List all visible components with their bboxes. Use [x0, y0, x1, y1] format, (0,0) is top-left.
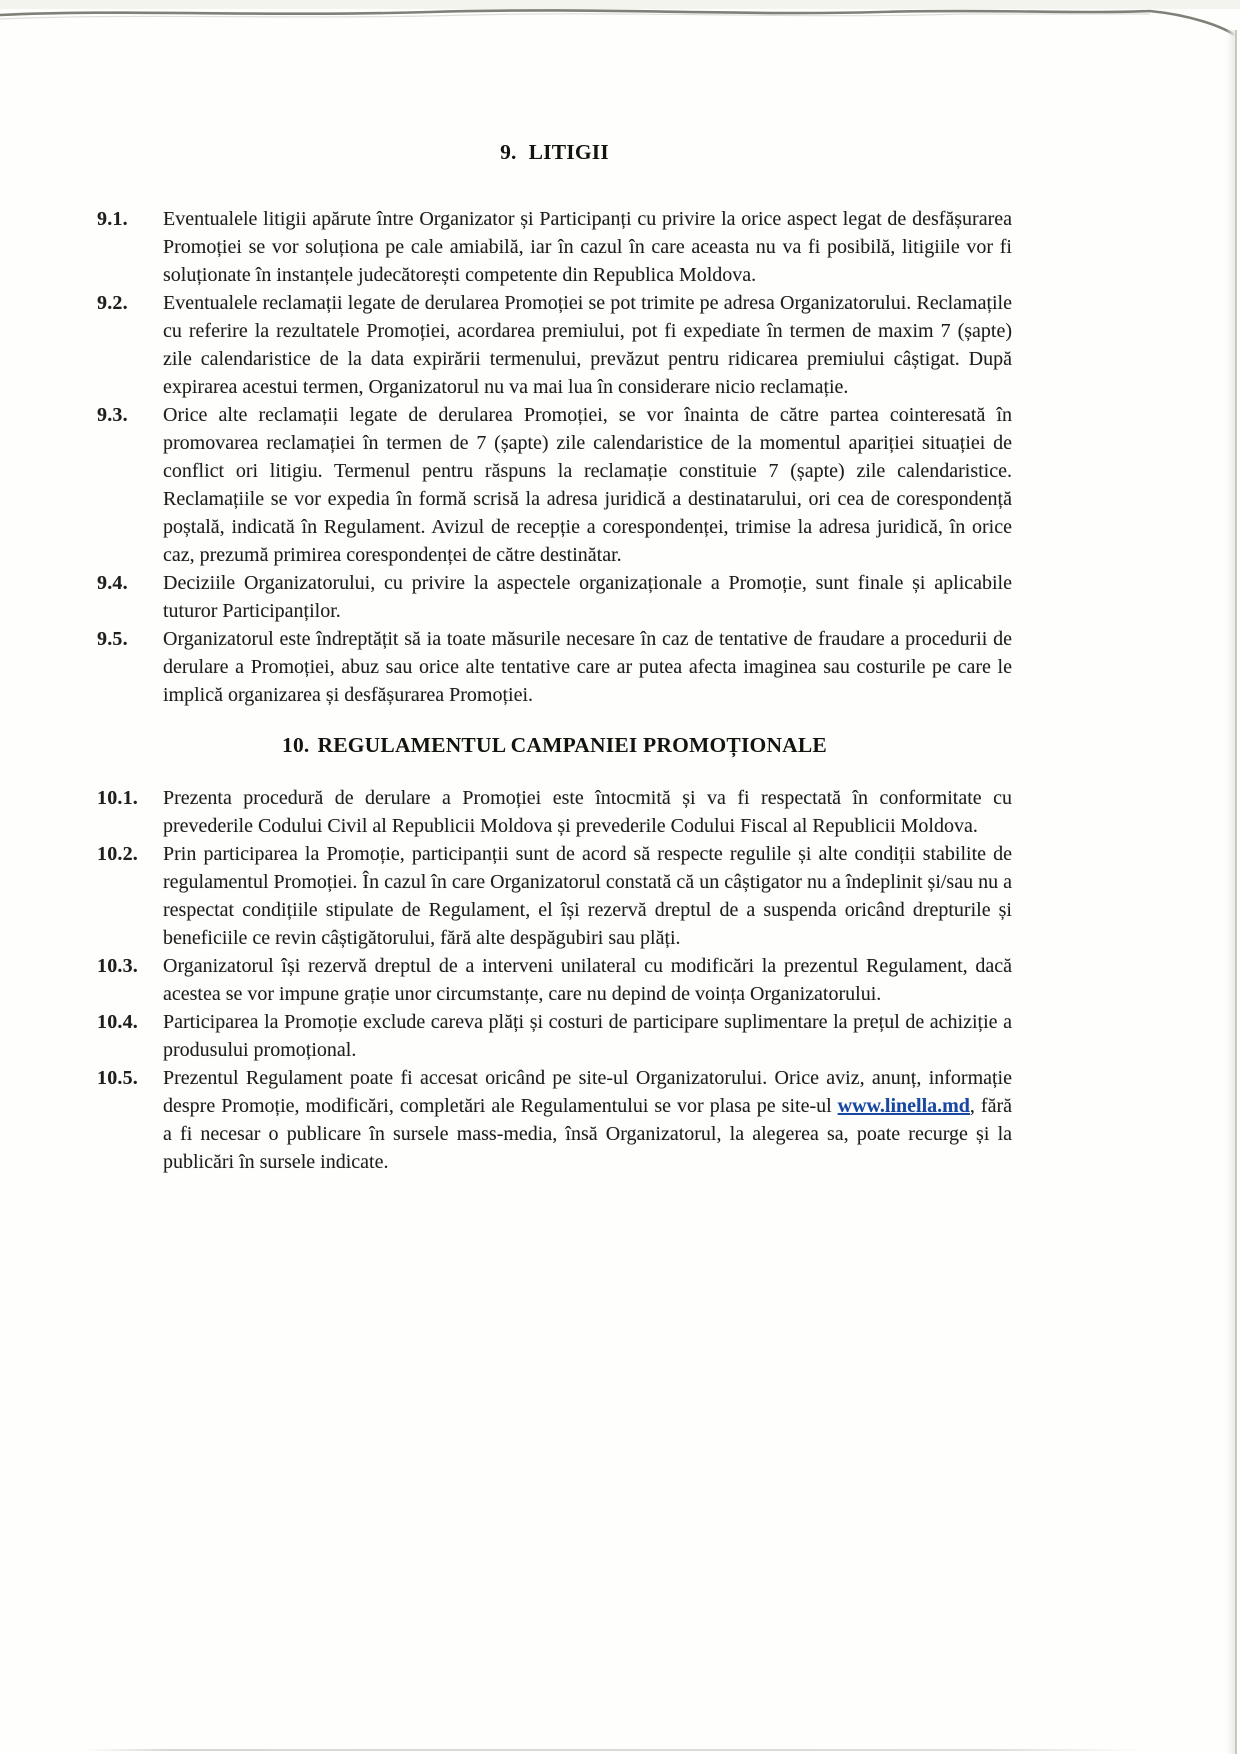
section-9-number: 9. — [500, 140, 517, 164]
list-item-9-3 — [97, 401, 1012, 569]
item-text: Prin participarea la Promoție, participanții sunt de acord să respecte regulile și alte condiții stabilite de regulamentul Promoției. În cazul în care Organizatorul constată că un câștigator nu a îndeplinit și/sau nu a respectat condițiile stipulate de Regulament, el își rezervă dreptul de a suspenda oricând drepturile și beneficiile ce revin câștigătorului, fără alte despăgubiri sau plăți. — [163, 843, 1012, 949]
item-text-before-link: Prezentul Regulament poate fi accesat oricând pe site-ul Organizatorului. Orice aviz, anunț, informație despre Promoție, modificări, completări ale Regulamentului se vor plasa pe site-ul — [163, 1067, 1012, 1117]
scan-artifact-right-line — [1235, 30, 1237, 1754]
item-text: Prezenta procedură de derulare a Promoției este întocmită și va fi respectată în conformitate cu prevederile Codului Civil al Republicii Moldova și prevederile Codului Fiscal al Republicii Moldova. — [163, 787, 1012, 837]
scan-artifact-right-halo — [1226, 30, 1235, 1754]
list-item-10-2 — [97, 840, 1012, 952]
list-item-9-1 — [97, 205, 1012, 289]
item-number: 10.4. — [97, 1011, 138, 1033]
item-number: 10.3. — [97, 955, 138, 977]
section-10-heading — [97, 733, 1012, 758]
scan-artifact-top — [0, 0, 1240, 44]
document-content — [97, 140, 1012, 1176]
list-item-10-1 — [97, 784, 1012, 840]
item-text-after-link: , fără a fi necesar o publicare în sursele mass-media, însă Organizatorul, la alegerea sa, poate recurge și la publicări în sursele indicate. — [163, 1095, 1012, 1173]
item-number: 9.5. — [97, 628, 128, 650]
list-item-9-5 — [97, 625, 1012, 709]
item-text: Organizatorul își rezervă dreptul de a interveni unilateral cu modificări la prezentul Regulament, dacă acestea se vor impune grație unor circumstanțe, care nu depind de voința Organizatorului. — [163, 955, 1012, 1005]
item-number: 10.2. — [97, 843, 138, 865]
section-9-items — [97, 205, 1012, 709]
item-text: Participarea la Promoție exclude careva plăți și costuri de participare suplimentare la prețul de achiziție a produsului promoțional. — [163, 1011, 1012, 1061]
section-10-title: REGULAMENTUL CAMPANIEI PROMOȚIONALE — [317, 733, 827, 757]
item-number: 9.4. — [97, 572, 128, 594]
scan-artifact-bottom-line — [85, 1749, 1145, 1751]
linella-website-link[interactable]: www.linella.md — [837, 1095, 970, 1117]
list-item-10-3 — [97, 952, 1012, 1008]
item-text: Eventualele reclamații legate de derularea Promoției se pot trimite pe adresa Organizatorului. Reclamațile cu referire la rezultatele Promoției, acordarea premiului, pot fi expediate în termen de maxim 7 (șapte) zile calendaristice de la data expirării termenului, prevăzut pentru ridicarea premiului câștigat. După expirarea acestui termen, Organizatorul nu va mai lua în considerare nicio reclamație. — [163, 292, 1012, 398]
section-10-items — [97, 784, 1012, 1176]
list-item-10-4 — [97, 1008, 1012, 1064]
item-text: Eventualele litigii apărute între Organizator și Participanți cu privire la orice aspect legat de desfășurarea Promoției se vor soluționa pe cale amiabilă, iar în cazul în care aceasta nu va fi posibilă, litigiile vor fi soluționate în instanțele judecătorești competente din Republica Moldova. — [163, 208, 1012, 286]
item-number: 10.5. — [97, 1067, 138, 1089]
item-text — [163, 1064, 1012, 1176]
list-item-10-5 — [97, 1064, 1012, 1176]
section-9-title: LITIGII — [528, 140, 609, 164]
list-item-9-4 — [97, 569, 1012, 625]
item-number: 9.2. — [97, 292, 128, 314]
section-10-number: 10. — [282, 733, 310, 757]
item-text: Deciziile Organizatorului, cu privire la aspectele organizaționale a Promoție, sunt finale și aplicabile tuturor Participanților. — [163, 572, 1012, 622]
item-number: 9.3. — [97, 404, 128, 426]
item-number: 10.1. — [97, 787, 138, 809]
item-text: Orice alte reclamații legate de derularea Promoției, se vor înainta de către partea cointeresată în promovarea reclamației în termen de 7 (șapte) zile calendaristice de la momentul apariției situației de conflict ori litigiu. Termenul pentru răspuns la reclamație constituie 7 (șapte) zile calendaristice. Reclamațiile se vor expedia în formă scrisă la adresa juridică a destinatarului, ori cea de corespondență poștală, indicată în Regulament. Avizul de recepție a corespondenței, trimise la adresa juridică, în orice caz, prezumă primirea corespondenței de către destinătar. — [163, 404, 1012, 566]
list-item-9-2 — [97, 289, 1012, 401]
item-number: 9.1. — [97, 208, 128, 230]
section-9-heading — [97, 140, 1012, 165]
item-text: Organizatorul este îndreptățit să ia toate măsurile necesare în caz de tentative de fraudare a procedurii de derulare a Promoției, abuz sau orice alte tentative care ar putea afecta imaginea sau costurile pe care le implică organizarea și desfășurarea Promoției. — [163, 628, 1012, 706]
